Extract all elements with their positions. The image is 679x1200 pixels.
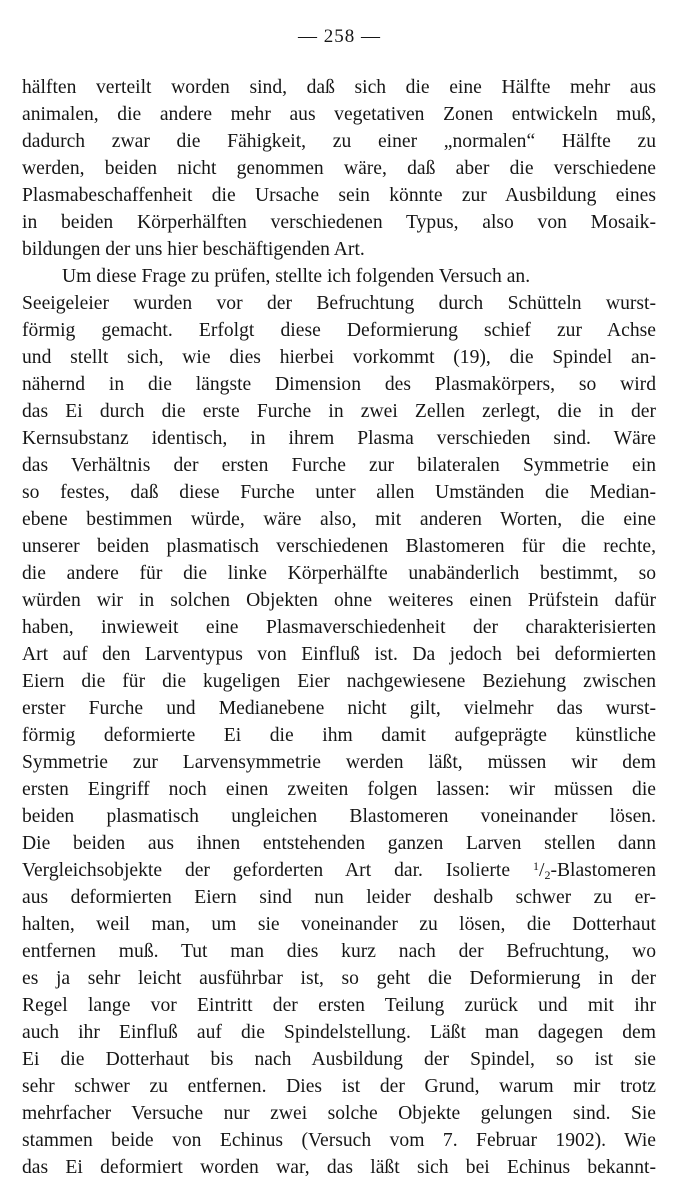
text-line: in beiden Körperhälften verschiedenen Typus, also von Mosaik- (22, 212, 656, 233)
fraction-numerator: 1 (532, 859, 539, 873)
text-line: förmig gemacht. Erfolgt diese Deformierung schief zur Achse (22, 320, 656, 341)
text-line: unserer beiden plasmatisch verschiedenen Blastomeren für die rechte, (22, 536, 656, 557)
fraction-denominator: 2 (544, 868, 551, 882)
text-line-with-fraction (22, 857, 656, 884)
text-line: auch ihr Einfluß auf die Spindelstellung. Läßt man dagegen dem (22, 1022, 656, 1043)
text-line: es ja sehr leicht ausführbar ist, so geht die Deformierung in der (22, 968, 656, 989)
page-number: — 258 — (298, 26, 381, 47)
text-line: bildungen der uns hier beschäftigenden Art. (22, 239, 365, 260)
text-line: Die beiden aus ihnen entstehenden ganzen Larven stellen dann (22, 833, 656, 854)
text-line: die andere für die linke Körperhälfte unabänderlich bestimmt, so (22, 563, 656, 584)
text-line: halten, weil man, um sie voneinander zu lösen, die Dotterhaut (22, 914, 656, 935)
text-line: das Ei durch die erste Furche in zwei Zellen zerlegt, die in der (22, 401, 656, 422)
text-line: erster Furche und Medianebene nicht gilt, vielmehr das wurst- (22, 698, 656, 719)
text-line: Eiern die für die kugeligen Eier nachgewiesene Beziehung zwischen (22, 671, 656, 692)
text-line: haben, inwieweit eine Plasmaverschiedenheit der charakterisierten (22, 617, 656, 638)
text-line: Art auf den Larventypus von Einfluß ist. Da jedoch bei deformierten (22, 644, 656, 665)
body-text (22, 74, 656, 1181)
text-line: und stellt sich, wie dies hierbei vorkommt (19), die Spindel an- (22, 347, 656, 368)
text-line: sehr schwer zu entfernen. Dies ist der Grund, warum mir trotz (22, 1076, 656, 1097)
text-line: animalen, die andere mehr aus vegetativen Zonen entwickeln muß, (22, 104, 656, 125)
text-line: ersten Eingriff noch einen zweiten folgen lassen: wir müssen die (22, 779, 656, 800)
text-line: entfernen muß. Tut man dies kurz nach der Befruchtung, wo (22, 941, 656, 962)
text-segment: Vergleichsobjekte der geforderten Art dar. Isolierte (22, 860, 511, 881)
text-line: dadurch zwar die Fähigkeit, zu einer „normalen“ Hälfte zu (22, 131, 656, 152)
text-line: Symmetrie zur Larvensymmetrie werden läßt, müssen wir dem (22, 752, 656, 773)
text-line: würden wir in solchen Objekten ohne weiteres einen Prüfstein dafür (22, 590, 656, 611)
text-line: nähernd in die längste Dimension des Plasmakörpers, so wird (22, 374, 656, 395)
text-line: beiden plasmatisch ungleichen Blastomeren voneinander lösen. (22, 806, 656, 827)
text-line: mehrfacher Versuche nur zwei solche Objekte gelungen sind. Sie (22, 1103, 656, 1124)
text-line: förmig deformierte Ei die ihm damit aufgeprägte künstliche (22, 725, 656, 746)
text-line: hälften verteilt worden sind, daß sich die eine Hälfte mehr aus (22, 77, 656, 98)
text-line: aus deformierten Eiern sind nun leider deshalb schwer zu er- (22, 887, 656, 908)
text-line: so festes, daß diese Furche unter allen Umständen die Median- (22, 482, 656, 503)
text-line: das Verhältnis der ersten Furche zur bilateralen Symmetrie ein (22, 455, 656, 476)
paragraph-start: Um diese Frage zu prüfen, stellte ich folgenden Versuch an. (62, 266, 531, 287)
text-line: Plasmabeschaffenheit die Ursache sein könnte zur Ausbildung eines (22, 185, 656, 206)
text-line: stammen beide von Echinus (Versuch vom 7. Februar 1902). Wie (22, 1130, 656, 1151)
text-line: Ei die Dotterhaut bis nach Ausbildung der Spindel, so ist sie (22, 1049, 656, 1070)
text-line: Kernsubstanz identisch, in ihrem Plasma verschieden sind. Wäre (22, 428, 656, 449)
text-line: Seeigeleier wurden vor der Befruchtung durch Schütteln wurst- (22, 293, 656, 314)
text-segment: -Blastomeren (550, 860, 656, 881)
text-line: Regel lange vor Eintritt der ersten Teilung zurück und mit ihr (22, 995, 656, 1016)
fraction: $^1/_2$ (532, 859, 551, 882)
text-line: das Ei deformiert worden war, das läßt sich bei Echinus bekannt- (22, 1157, 656, 1178)
text-line: ebene bestimmen würde, wäre also, mit anderen Worten, die eine (22, 509, 656, 530)
text-line: werden, beiden nicht genommen wäre, daß aber die verschiedene (22, 158, 656, 179)
